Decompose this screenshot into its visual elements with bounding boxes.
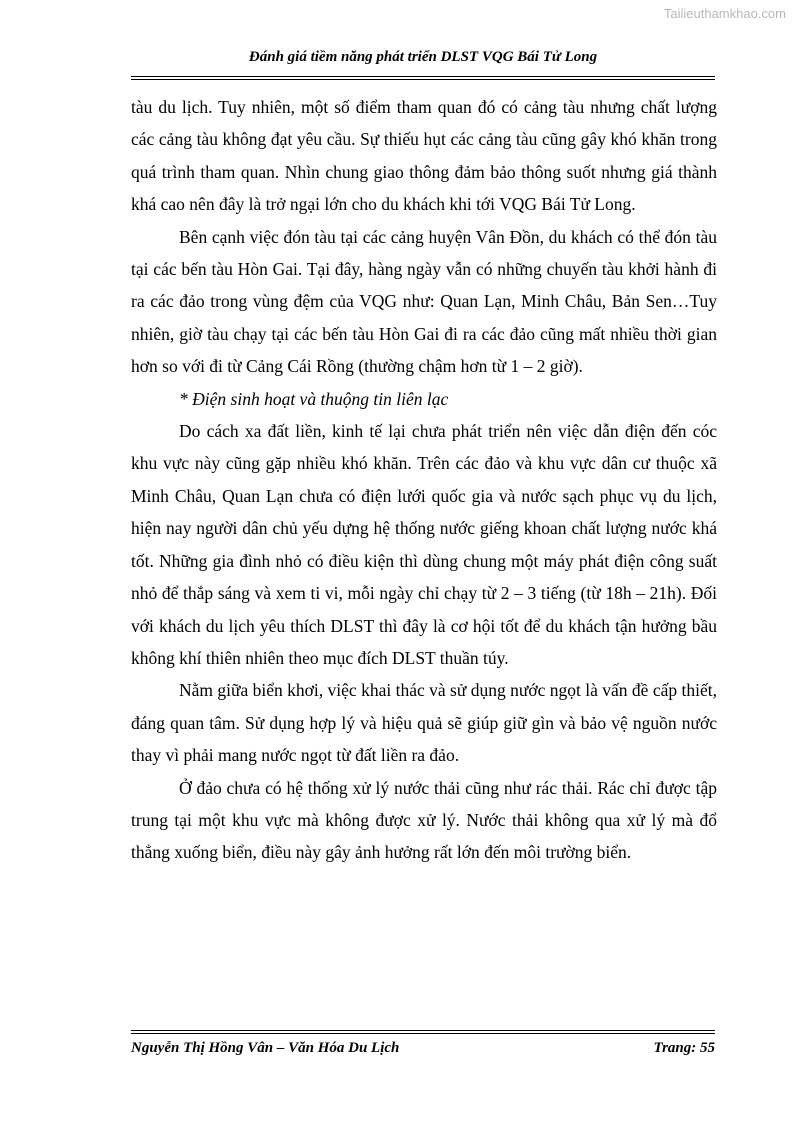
- body-paragraph-3: Do cách xa đất liền, kinh tế lại chưa phát triển nên việc dẫn điện đến cóc khu vực này cũng gặp nhiều khó khăn. Trên các đảo và khu vực dân cư thuộc xã Minh Châu, Quan Lạn chưa có điện lưới quốc gia và nước sạch phục vụ du lịch, hiện nay người dân chủ yếu dựng hệ thống nước giếng khoan chất lượng nước khá tốt. Những gia đình nhỏ có điều kiện thì dùng chung một máy phát điện công suất nhỏ để thắp sáng và xem ti vi, mỗi ngày chỉ chạy từ 2 – 3 tiếng (từ 18h – 21h). Đối với khách du lịch yêu thích DLST thì đây là cơ hội tốt để du khách tận hưởng bầu không khí thiên nhiên theo mục đích DLST thuần túy.: [131, 421, 717, 668]
- document-body: [131, 91, 717, 869]
- page-footer: [131, 1040, 715, 1057]
- page-header-title: Đánh giá tiềm năng phát triển DLST VQG Bái Tử Long: [248, 49, 598, 65]
- footer-divider: [131, 1030, 715, 1034]
- body-paragraph-2: Bên cạnh việc đón tàu tại các cảng huyện Vân Đồn, du khách có thể đón tàu tại các bến tàu Hòn Gai. Tại đây, hàng ngày vẫn có những chuyến tàu khởi hành đi ra các đảo trong vùng đệm của VQG như: Quan Lạn, Minh Châu, Bản Sen…Tuy nhiên, giờ tàu chạy tại các bến tàu Hòn Gai đi ra các đảo cũng mất nhiều thời gian hơn so với đi từ Cảng Cái Rồng (thường chậm hơn từ 1 – 2 giờ).: [131, 226, 717, 377]
- section-subheading: * Điện sinh hoạt và thuộng tin liên lạc: [179, 388, 449, 409]
- body-paragraph-1: tàu du lịch. Tuy nhiên, một số điểm tham quan đó có cảng tàu nhưng chất lượng các cảng tàu không đạt yêu cầu. Sự thiếu hụt các cảng tàu cũng gây khó khăn trong quá trình tham quan. Nhìn chung giao thông đảm bảo thông suốt nhưng giá thành khá cao nên đây là trở ngại lớn cho du khách khi tới VQG Bái Tử Long.: [131, 97, 717, 215]
- body-paragraph-4: Nằm giữa biển khơi, việc khai thác và sử dụng nước ngọt là vấn đề cấp thiết, đáng quan tâm. Sử dụng hợp lý và hiệu quả sẽ giúp giữ gìn và bảo vệ nguồn nước thay vì phải mang nước ngọt từ đất liền ra đảo.: [131, 680, 717, 766]
- body-paragraph-5: Ở đảo chưa có hệ thống xử lý nước thải cũng như rác thải. Rác chỉ được tập trung tại một khu vực mà không được xử lý. Nước thải không qua xử lý mà đổ thẳng xuống biển, điều này gây ảnh hưởng rất lớn đến môi trường biển.: [131, 777, 717, 863]
- footer-page-number: Trang: 55: [653, 1040, 715, 1056]
- watermark: Tailieuthamkhao.com: [663, 6, 786, 21]
- header-divider: [131, 76, 715, 80]
- footer-author: Nguyễn Thị Hồng Vân – Văn Hóa Du Lịch: [131, 1040, 400, 1056]
